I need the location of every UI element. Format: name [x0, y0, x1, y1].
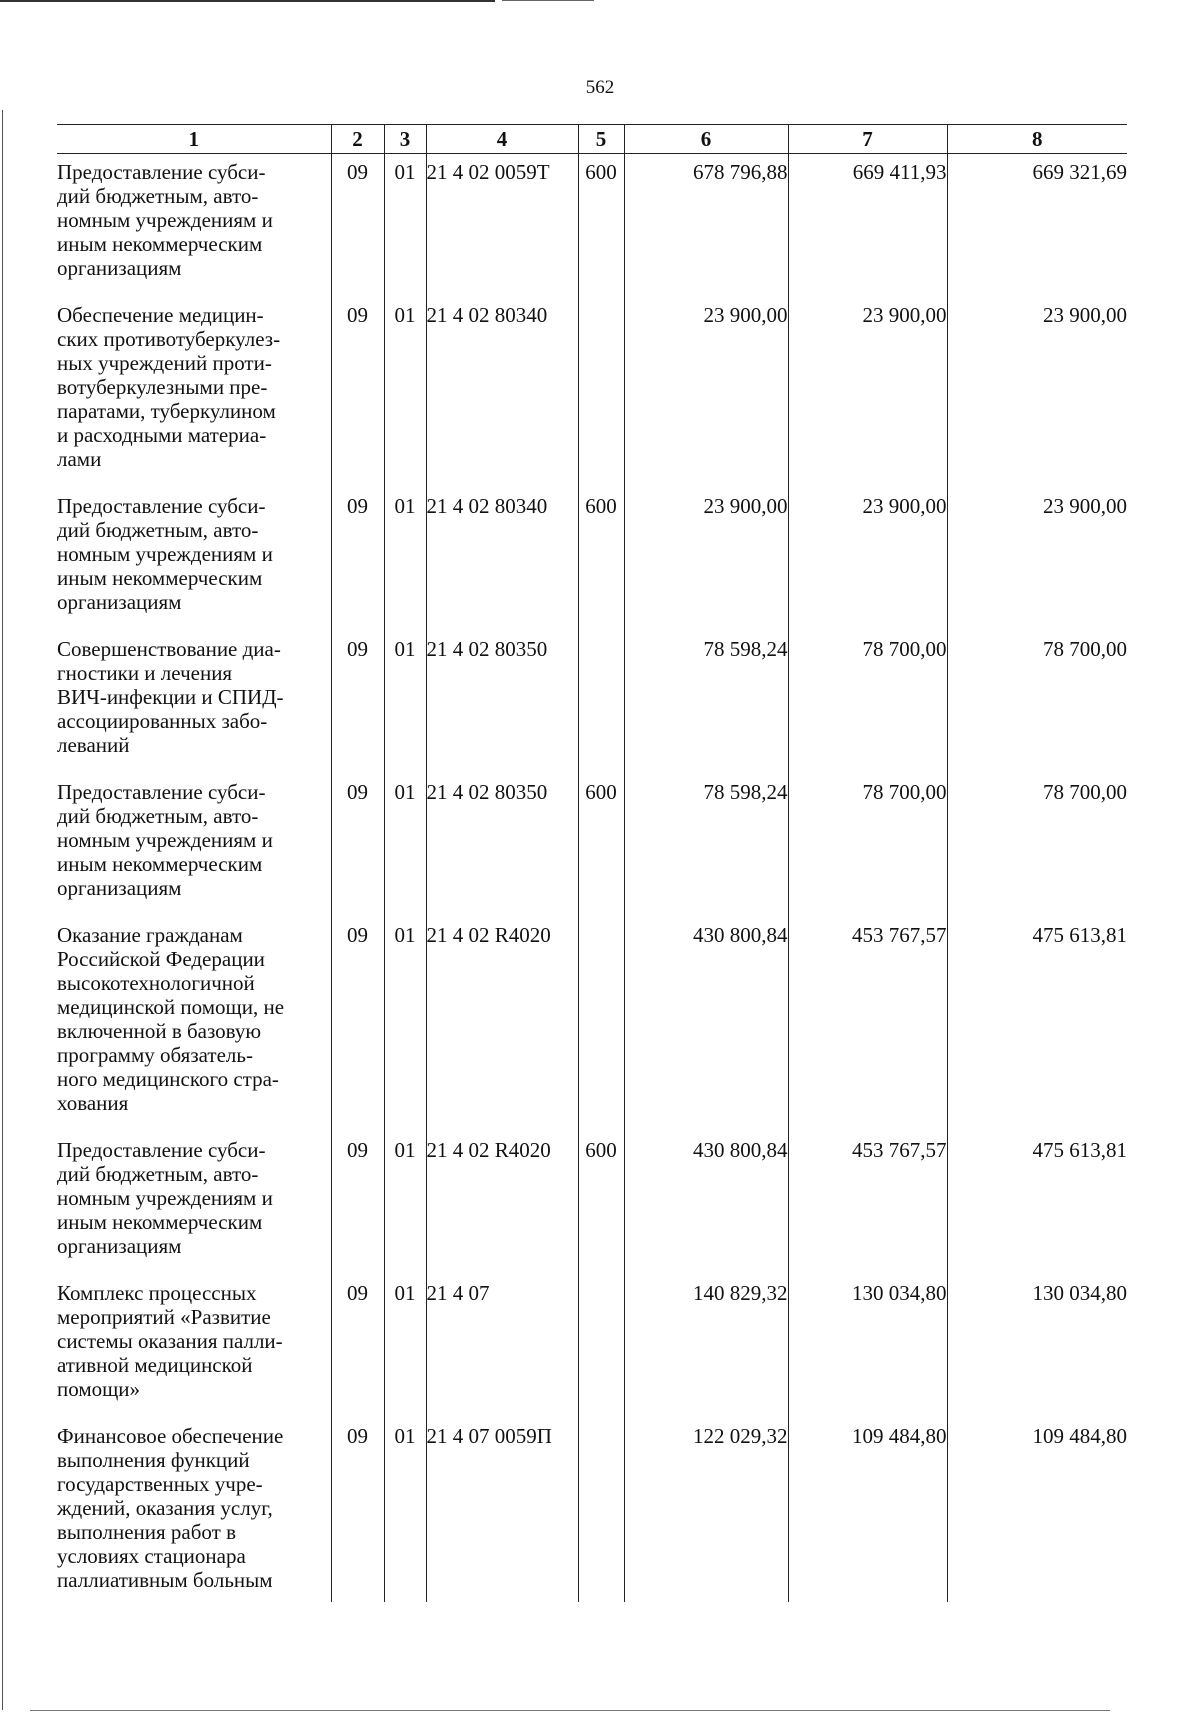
row-name-line: ских противотуберкулез-: [57, 327, 281, 351]
section-code-cell: 09: [331, 774, 384, 917]
row-name-cell: [57, 297, 331, 488]
row-name-cell: [57, 631, 331, 774]
row-name-line: хования: [57, 1091, 129, 1115]
amount-cell: 475 613,81: [947, 917, 1127, 1132]
row-name-line: иным некоммерческим: [57, 566, 263, 590]
row-name-line: организациям: [57, 256, 182, 280]
row-name-line: леваний: [57, 733, 130, 757]
row-name-line: организациям: [57, 876, 182, 900]
target-item-cell: 21 4 07 0059П: [426, 1418, 578, 1602]
amount-cell: 475 613,81: [947, 1132, 1127, 1275]
row-name-line: Комплекс процессных: [57, 1281, 257, 1305]
row-name-line: выполнения функций: [57, 1448, 250, 1472]
target-item-cell: 21 4 02 R4020: [426, 1132, 578, 1275]
row-name-cell: [57, 488, 331, 631]
row-name-line: лами: [57, 447, 102, 471]
section-code-cell: 09: [331, 1418, 384, 1602]
expense-type-cell: [578, 297, 624, 488]
column-header: 2: [331, 125, 384, 154]
subsection-code-cell: 01: [384, 631, 426, 774]
target-item-cell: 21 4 02 80340: [426, 297, 578, 488]
amount-cell: 678 796,88: [624, 154, 788, 298]
row-name-line: дий бюджетным, авто-: [57, 1162, 259, 1186]
row-name-line: иным некоммерческим: [57, 852, 263, 876]
row-name-line: номным учреждениям и: [57, 1186, 273, 1210]
section-code-cell: 09: [331, 297, 384, 488]
amount-cell: 130 034,80: [947, 1275, 1127, 1418]
row-name-line: Российской Федерации: [57, 947, 265, 971]
amount-cell: 122 029,32: [624, 1418, 788, 1602]
target-item-cell: 21 4 07: [426, 1275, 578, 1418]
row-name-line: ассоциированных забо-: [57, 709, 268, 733]
amount-cell: 78 700,00: [947, 631, 1127, 774]
row-name-line: вотуберкулезными пре-: [57, 375, 268, 399]
column-header: 7: [788, 125, 947, 154]
column-header: 8: [947, 125, 1127, 154]
amount-cell: 669 321,69: [947, 154, 1127, 298]
section-code-cell: 09: [331, 154, 384, 298]
expense-type-cell: [578, 917, 624, 1132]
amount-cell: 78 700,00: [947, 774, 1127, 917]
amount-cell: 78 598,24: [624, 631, 788, 774]
table-row: [57, 631, 1127, 774]
section-code-cell: 09: [331, 1132, 384, 1275]
column-header: 1: [57, 125, 331, 154]
subsection-code-cell: 01: [384, 154, 426, 298]
target-item-cell: 21 4 02 80340: [426, 488, 578, 631]
row-name-line: условиях стационара: [57, 1544, 246, 1568]
row-name-line: Оказание гражданам: [57, 923, 243, 947]
amount-cell: 23 900,00: [788, 297, 947, 488]
table-row: [57, 297, 1127, 488]
amount-cell: 23 900,00: [947, 488, 1127, 631]
expense-type-cell: [578, 1418, 624, 1602]
row-name-line: дий бюджетным, авто-: [57, 184, 259, 208]
row-name-line: Обеспечение медицин-: [57, 303, 264, 327]
row-name-cell: [57, 774, 331, 917]
column-header: 5: [578, 125, 624, 154]
section-code-cell: 09: [331, 1275, 384, 1418]
row-name-line: организациям: [57, 590, 182, 614]
row-name-line: номным учреждениям и: [57, 828, 273, 852]
expense-type-cell: [578, 631, 624, 774]
table-header-row: [57, 125, 1127, 154]
table-row: [57, 154, 1127, 298]
row-name-line: иным некоммерческим: [57, 1210, 263, 1234]
amount-cell: 78 700,00: [788, 774, 947, 917]
row-name-line: паратами, туберкулином: [57, 399, 276, 423]
amount-cell: 669 411,93: [788, 154, 947, 298]
row-name-line: Финансовое обеспечение: [57, 1424, 284, 1448]
subsection-code-cell: 01: [384, 1132, 426, 1275]
row-name-line: мероприятий «Развитие: [57, 1305, 271, 1329]
amount-cell: 23 900,00: [624, 488, 788, 631]
row-name-line: Предоставление субси-: [57, 1138, 266, 1162]
table-row: [57, 774, 1127, 917]
expense-type-cell: 600: [578, 1132, 624, 1275]
column-header: 4: [426, 125, 578, 154]
section-code-cell: 09: [331, 488, 384, 631]
column-header: 6: [624, 125, 788, 154]
target-item-cell: 21 4 02 80350: [426, 631, 578, 774]
row-name-line: Предоставление субси-: [57, 780, 266, 804]
subsection-code-cell: 01: [384, 488, 426, 631]
scan-edge-line: [502, 0, 594, 1]
row-name-cell: [57, 917, 331, 1132]
scan-edge-line: [2, 110, 3, 1710]
row-name-line: ативной медицинской: [57, 1353, 253, 1377]
row-name-line: высокотехнологичной: [57, 971, 255, 995]
row-name-line: ВИЧ-инфекции и СПИД-: [57, 685, 284, 709]
target-item-cell: 21 4 02 0059Т: [426, 154, 578, 298]
row-name-line: дий бюджетным, авто-: [57, 518, 259, 542]
row-name-line: ных учреждений проти-: [57, 351, 272, 375]
row-name-cell: [57, 1418, 331, 1602]
amount-cell: 430 800,84: [624, 1132, 788, 1275]
row-name-line: ждений, оказания услуг,: [57, 1496, 273, 1520]
section-code-cell: 09: [331, 917, 384, 1132]
row-name-line: включенной в базовую: [57, 1019, 262, 1043]
amount-cell: 78 598,24: [624, 774, 788, 917]
section-code-cell: 09: [331, 631, 384, 774]
subsection-code-cell: 01: [384, 917, 426, 1132]
page-number: 562: [585, 77, 615, 98]
target-item-cell: 21 4 02 80350: [426, 774, 578, 917]
amount-cell: 23 900,00: [788, 488, 947, 631]
row-name-cell: [57, 1275, 331, 1418]
subsection-code-cell: 01: [384, 1275, 426, 1418]
amount-cell: 109 484,80: [788, 1418, 947, 1602]
subsection-code-cell: 01: [384, 1418, 426, 1602]
amount-cell: 453 767,57: [788, 1132, 947, 1275]
row-name-line: выполнения работ в: [57, 1520, 236, 1544]
table-row: [57, 1132, 1127, 1275]
amount-cell: 23 900,00: [624, 297, 788, 488]
amount-cell: 140 829,32: [624, 1275, 788, 1418]
column-header: 3: [384, 125, 426, 154]
target-item-cell: 21 4 02 R4020: [426, 917, 578, 1132]
row-name-line: паллиативным больным: [57, 1568, 273, 1592]
amount-cell: 453 767,57: [788, 917, 947, 1132]
subsection-code-cell: 01: [384, 297, 426, 488]
expense-type-cell: 600: [578, 154, 624, 298]
amount-cell: 109 484,80: [947, 1418, 1127, 1602]
expense-type-cell: 600: [578, 488, 624, 631]
subsection-code-cell: 01: [384, 774, 426, 917]
row-name-line: организациям: [57, 1234, 182, 1258]
amount-cell: 78 700,00: [788, 631, 947, 774]
row-name-line: программу обязатель-: [57, 1043, 253, 1067]
scan-edge-line: [30, 1710, 1110, 1711]
row-name-line: системы оказания палли-: [57, 1329, 283, 1353]
table-row: [57, 1275, 1127, 1418]
expense-type-cell: 600: [578, 774, 624, 917]
row-name-cell: [57, 154, 331, 298]
table-row: [57, 917, 1127, 1132]
row-name-line: иным некоммерческим: [57, 232, 263, 256]
expense-type-cell: [578, 1275, 624, 1418]
row-name-line: и расходными материа-: [57, 423, 267, 447]
scan-edge-line: [0, 0, 495, 2]
amount-cell: 430 800,84: [624, 917, 788, 1132]
amount-cell: 23 900,00: [947, 297, 1127, 488]
row-name-line: Совершенствование диа-: [57, 637, 281, 661]
table-row: [57, 488, 1127, 631]
row-name-line: медицинской помощи, не: [57, 995, 285, 1019]
row-name-cell: [57, 1132, 331, 1275]
amount-cell: 130 034,80: [788, 1275, 947, 1418]
budget-table: [57, 124, 1127, 1602]
row-name-line: ного медицинского стра-: [57, 1067, 279, 1091]
row-name-line: гностики и лечения: [57, 661, 233, 685]
row-name-line: дий бюджетным, авто-: [57, 804, 259, 828]
table-row: [57, 1418, 1127, 1602]
row-name-line: Предоставление субси-: [57, 160, 266, 184]
row-name-line: государственных учре-: [57, 1472, 263, 1496]
row-name-line: помощи»: [57, 1377, 141, 1401]
row-name-line: Предоставление субси-: [57, 494, 266, 518]
row-name-line: номным учреждениям и: [57, 542, 273, 566]
row-name-line: номным учреждениям и: [57, 208, 273, 232]
